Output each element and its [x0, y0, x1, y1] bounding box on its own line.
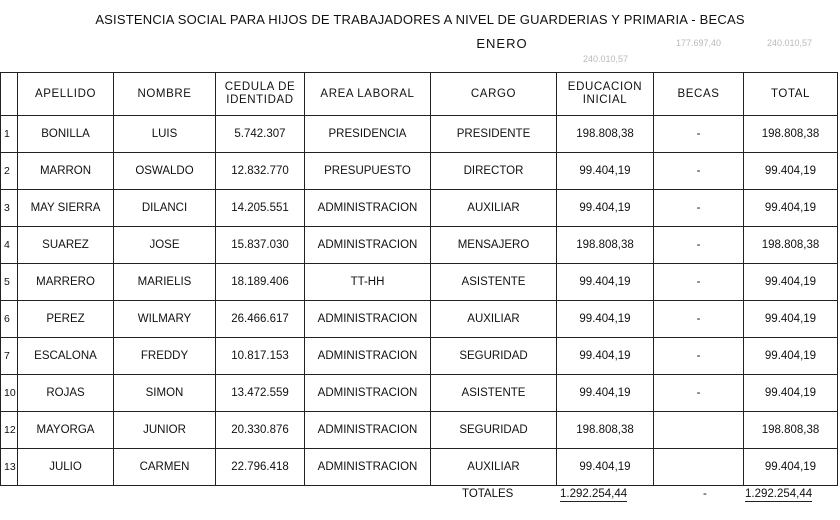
- cell-area: ADMINISTRACION: [305, 375, 431, 412]
- table-row: [1, 449, 838, 486]
- cell-cargo: SEGURIDAD: [431, 412, 557, 449]
- cell-area: ADMINISTRACION: [305, 301, 431, 338]
- cell-nombre: FREDDY: [114, 338, 216, 375]
- cell-area: ADMINISTRACION: [305, 449, 431, 486]
- col-header-cedula: CEDULA DE IDENTIDAD: [216, 73, 305, 116]
- totals-total: 1.292.254,44: [745, 488, 813, 500]
- cell-cedula: 26.466.617: [216, 301, 305, 338]
- table-row: [1, 227, 838, 264]
- cell-area: PRESUPUESTO: [305, 153, 431, 190]
- cell-apellido: MAY SIERRA: [18, 190, 114, 227]
- cell-apellido: PEREZ: [18, 301, 114, 338]
- cell-becas: -: [654, 264, 744, 301]
- cell-cargo: AUXILIAR: [431, 449, 557, 486]
- cell-total: 99.404,19: [744, 153, 838, 190]
- col-header-nombre: NOMBRE: [114, 73, 216, 116]
- document-title: ASISTENCIA SOCIAL PARA HIJOS DE TRABAJADORES A NIVEL DE GUARDERIAS Y PRIMARIA - BECAS: [95, 12, 745, 27]
- table-row: [1, 153, 838, 190]
- table-row: [1, 301, 838, 338]
- cell-educacion: 198.808,38: [557, 412, 654, 449]
- cell-educacion: 99.404,19: [557, 375, 654, 412]
- cell-cargo: PRESIDENTE: [431, 116, 557, 153]
- cell-nombre: LUIS: [114, 116, 216, 153]
- cell-nombre: DILANCI: [114, 190, 216, 227]
- table-row: [1, 412, 838, 449]
- cell-cargo: AUXILIAR: [431, 190, 557, 227]
- cell-educacion: 99.404,19: [557, 449, 654, 486]
- cell-nombre: WILMARY: [114, 301, 216, 338]
- cell-educacion: 99.404,19: [557, 264, 654, 301]
- cell-becas: [654, 449, 744, 486]
- cell-total: 99.404,19: [744, 449, 838, 486]
- col-header-index: [1, 73, 18, 116]
- faint-value-2: 177.697,40: [676, 38, 722, 48]
- assistance-table: [0, 72, 838, 486]
- cell-apellido: SUAREZ: [18, 227, 114, 264]
- row-number: 5: [1, 264, 18, 301]
- cell-cargo: AUXILIAR: [431, 301, 557, 338]
- cell-cargo: ASISTENTE: [431, 264, 557, 301]
- cell-educacion: 99.404,19: [557, 301, 654, 338]
- cell-cedula: 14.205.551: [216, 190, 305, 227]
- totals-educacion: 1.292.254,44: [560, 488, 628, 500]
- cell-total: 99.404,19: [744, 190, 838, 227]
- table-row: [1, 190, 838, 227]
- col-header-apellido: APELLIDO: [18, 73, 114, 116]
- cell-nombre: CARMEN: [114, 449, 216, 486]
- cell-nombre: OSWALDO: [114, 153, 216, 190]
- row-number: 13: [1, 449, 18, 486]
- row-number: 3: [1, 190, 18, 227]
- cell-nombre: SIMON: [114, 375, 216, 412]
- cell-cargo: MENSAJERO: [431, 227, 557, 264]
- col-header-educacion: EDUCACION INICIAL: [557, 73, 654, 116]
- cell-area: ADMINISTRACION: [305, 412, 431, 449]
- cell-apellido: MARRERO: [18, 264, 114, 301]
- cell-educacion: 99.404,19: [557, 153, 654, 190]
- cell-apellido: BONILLA: [18, 116, 114, 153]
- cell-area: TT-HH: [305, 264, 431, 301]
- cell-area: ADMINISTRACION: [305, 190, 431, 227]
- cell-total: 99.404,19: [744, 375, 838, 412]
- faint-value-3: 240.010,57: [767, 38, 813, 48]
- col-header-total: TOTAL: [744, 73, 838, 116]
- cell-total: 198.808,38: [744, 227, 838, 264]
- row-number: 2: [1, 153, 18, 190]
- cell-cedula: 5.742.307: [216, 116, 305, 153]
- cell-apellido: MAYORGA: [18, 412, 114, 449]
- table-row: [1, 116, 838, 153]
- table-row: [1, 375, 838, 412]
- cell-cargo: DIRECTOR: [431, 153, 557, 190]
- cell-cedula: 20.330.876: [216, 412, 305, 449]
- cell-cedula: 13.472.559: [216, 375, 305, 412]
- row-number: 6: [1, 301, 18, 338]
- cell-cedula: 10.817.153: [216, 338, 305, 375]
- row-number: 4: [1, 227, 18, 264]
- cell-total: 198.808,38: [744, 412, 838, 449]
- cell-becas: [654, 412, 744, 449]
- cell-cedula: 15.837.030: [216, 227, 305, 264]
- cell-total: 198.808,38: [744, 116, 838, 153]
- cell-becas: -: [654, 375, 744, 412]
- cell-apellido: MARRON: [18, 153, 114, 190]
- cell-educacion: 198.808,38: [557, 227, 654, 264]
- cell-apellido: ROJAS: [18, 375, 114, 412]
- totals-label: TOTALES: [462, 488, 514, 500]
- cell-educacion: 198.808,38: [557, 116, 654, 153]
- table-row: [1, 264, 838, 301]
- col-header-area: AREA LABORAL: [305, 73, 431, 116]
- col-header-cargo: CARGO: [431, 73, 557, 116]
- cell-becas: -: [654, 301, 744, 338]
- cell-becas: -: [654, 190, 744, 227]
- cell-cedula: 12.832.770: [216, 153, 305, 190]
- totals-becas: -: [703, 488, 707, 500]
- cell-educacion: 99.404,19: [557, 338, 654, 375]
- col-header-becas: BECAS: [654, 73, 744, 116]
- cell-total: 99.404,19: [744, 301, 838, 338]
- cell-cargo: SEGURIDAD: [431, 338, 557, 375]
- cell-apellido: ESCALONA: [18, 338, 114, 375]
- cell-area: ADMINISTRACION: [305, 227, 431, 264]
- cell-becas: -: [654, 227, 744, 264]
- cell-area: PRESIDENCIA: [305, 116, 431, 153]
- cell-becas: -: [654, 153, 744, 190]
- cell-becas: -: [654, 116, 744, 153]
- row-number: 10: [1, 375, 18, 412]
- cell-nombre: MARIELIS: [114, 264, 216, 301]
- faint-value-1: 240.010,57: [583, 54, 629, 64]
- row-number: 1: [1, 116, 18, 153]
- cell-area: ADMINISTRACION: [305, 338, 431, 375]
- cell-cargo: ASISTENTE: [431, 375, 557, 412]
- row-number: 12: [1, 412, 18, 449]
- cell-becas: -: [654, 338, 744, 375]
- month-label: ENERO: [476, 36, 528, 51]
- cell-total: 99.404,19: [744, 338, 838, 375]
- cell-total: 99.404,19: [744, 264, 838, 301]
- cell-nombre: JUNIOR: [114, 412, 216, 449]
- cell-cedula: 22.796.418: [216, 449, 305, 486]
- cell-apellido: JULIO: [18, 449, 114, 486]
- table-header-row: [1, 73, 838, 116]
- cell-educacion: 99.404,19: [557, 190, 654, 227]
- cell-cedula: 18.189.406: [216, 264, 305, 301]
- table-row: [1, 338, 838, 375]
- row-number: 7: [1, 338, 18, 375]
- cell-nombre: JOSE: [114, 227, 216, 264]
